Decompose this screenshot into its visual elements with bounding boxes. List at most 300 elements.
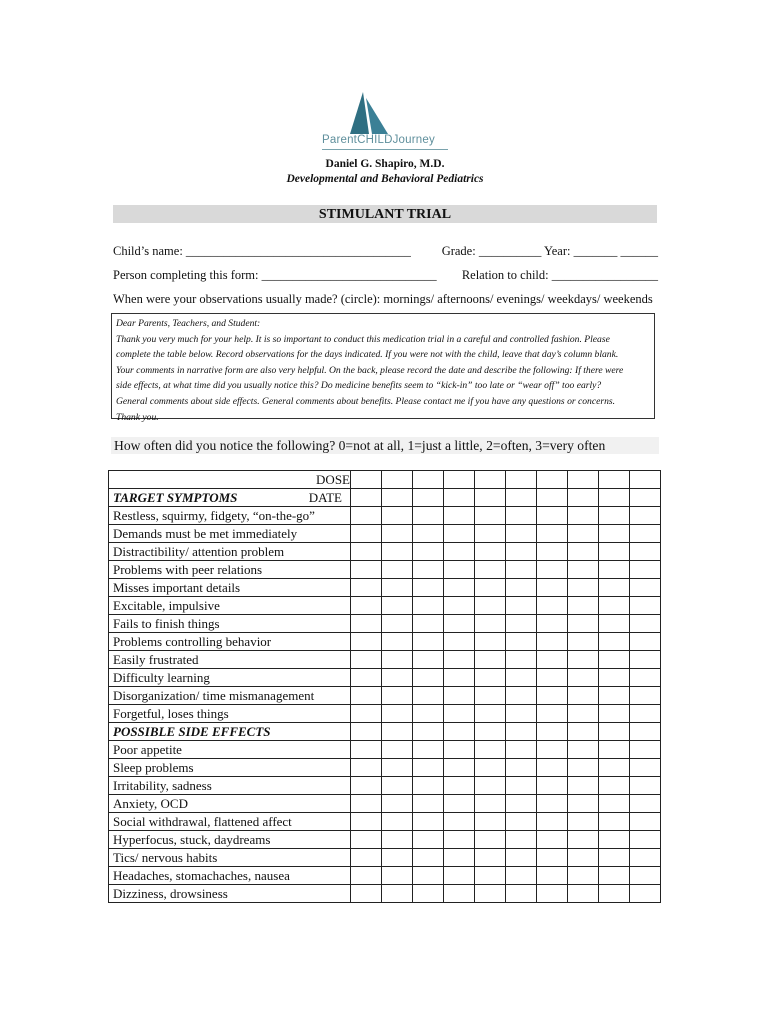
rating-cell[interactable] <box>506 615 537 633</box>
table-row <box>109 561 661 579</box>
logo-underline <box>322 149 448 150</box>
rating-cell[interactable] <box>475 669 506 687</box>
rating-cell[interactable] <box>475 885 506 903</box>
rating-cell[interactable] <box>444 651 475 669</box>
rating-cell[interactable] <box>506 759 537 777</box>
rating-cell[interactable] <box>351 759 382 777</box>
rating-cell[interactable] <box>568 525 599 543</box>
logo-text: ParentCHILDJourney <box>322 134 435 146</box>
rating-cell[interactable] <box>382 759 413 777</box>
note-line: side effects, at what time did you usually notice this? Do medicine benefits seem to “kick-in” too late or “wear off” too early? <box>116 380 602 392</box>
rating-cell[interactable] <box>599 525 630 543</box>
rating-cell[interactable] <box>506 579 537 597</box>
rating-cell[interactable] <box>444 489 475 507</box>
rating-cell[interactable] <box>475 651 506 669</box>
symptom-label: Misses important details <box>109 579 351 597</box>
rating-cell[interactable] <box>351 525 382 543</box>
dose-row <box>109 471 661 489</box>
rating-cell[interactable] <box>413 669 444 687</box>
symptom-label: Demands must be met immediately <box>109 525 351 543</box>
rating-cell[interactable] <box>413 723 444 741</box>
rating-cell[interactable] <box>351 831 382 849</box>
rating-cell[interactable] <box>382 831 413 849</box>
rating-cell[interactable] <box>506 831 537 849</box>
rating-cell[interactable] <box>568 507 599 525</box>
rating-cell[interactable] <box>537 795 568 813</box>
rating-cell[interactable] <box>382 471 413 489</box>
date-label: DATE <box>308 490 342 505</box>
rating-cell[interactable] <box>537 777 568 795</box>
rating-cell[interactable] <box>475 795 506 813</box>
side-effect-label: Sleep problems <box>109 759 351 777</box>
rating-cell[interactable] <box>351 633 382 651</box>
rating-cell[interactable] <box>413 579 444 597</box>
rating-cell[interactable] <box>537 597 568 615</box>
rating-cell[interactable] <box>599 705 630 723</box>
rating-cell[interactable] <box>599 651 630 669</box>
rating-cell[interactable] <box>351 849 382 867</box>
rating-cell[interactable] <box>444 705 475 723</box>
rating-cell[interactable] <box>630 543 661 561</box>
rating-cell[interactable] <box>630 507 661 525</box>
specialty: Developmental and Behavioral Pediatrics <box>286 173 484 185</box>
rating-cell[interactable] <box>537 741 568 759</box>
rating-cell[interactable] <box>506 741 537 759</box>
rating-cell[interactable] <box>537 507 568 525</box>
grade-year-field[interactable]: Grade: __________ Year: _______ ______ <box>441 244 658 258</box>
symptom-label: Forgetful, loses things <box>109 705 351 723</box>
rating-cell[interactable] <box>630 777 661 795</box>
rating-cell[interactable] <box>630 759 661 777</box>
note-line: Thank you. <box>116 411 159 423</box>
rating-cell[interactable] <box>351 687 382 705</box>
rating-cell[interactable] <box>568 831 599 849</box>
rating-cell[interactable] <box>444 507 475 525</box>
rating-cell[interactable] <box>351 741 382 759</box>
rating-cell[interactable] <box>630 597 661 615</box>
rating-cell[interactable] <box>444 633 475 651</box>
rating-cell[interactable] <box>351 489 382 507</box>
rating-cell[interactable] <box>382 651 413 669</box>
rating-cell[interactable] <box>413 597 444 615</box>
rating-cell[interactable] <box>475 615 506 633</box>
rating-cell[interactable] <box>599 669 630 687</box>
rating-cell[interactable] <box>506 525 537 543</box>
rating-cell[interactable] <box>568 723 599 741</box>
rating-cell[interactable] <box>537 633 568 651</box>
rating-cell[interactable] <box>351 885 382 903</box>
rating-cell[interactable] <box>413 813 444 831</box>
rating-cell[interactable] <box>413 525 444 543</box>
rating-cell[interactable] <box>537 831 568 849</box>
table-row <box>109 507 661 525</box>
rating-cell[interactable] <box>351 471 382 489</box>
rating-cell[interactable] <box>568 561 599 579</box>
rating-cell[interactable] <box>568 795 599 813</box>
symptom-table <box>108 470 661 903</box>
side-effect-label: Poor appetite <box>109 741 351 759</box>
table-row <box>109 525 661 543</box>
rating-cell[interactable] <box>537 723 568 741</box>
rating-cell[interactable] <box>537 651 568 669</box>
rating-cell[interactable] <box>568 741 599 759</box>
rating-cell[interactable] <box>568 615 599 633</box>
rating-cell[interactable] <box>475 813 506 831</box>
symptom-label: Disorganization/ time mismanagement <box>109 687 351 705</box>
rating-cell[interactable] <box>506 471 537 489</box>
rating-cell[interactable] <box>630 723 661 741</box>
rating-cell[interactable] <box>413 849 444 867</box>
rating-cell[interactable] <box>351 777 382 795</box>
observations-field[interactable]: When were your observations usually made? (circle): mornings/ afternoons/ evenings/ weekdays/ weekends <box>113 292 653 306</box>
table-row <box>109 759 661 777</box>
rating-cell[interactable] <box>382 849 413 867</box>
rating-cell[interactable] <box>506 597 537 615</box>
rating-cell[interactable] <box>382 507 413 525</box>
rating-cell[interactable] <box>537 579 568 597</box>
rating-cell[interactable] <box>506 543 537 561</box>
rating-cell[interactable] <box>413 633 444 651</box>
rating-cell[interactable] <box>475 777 506 795</box>
rating-cell[interactable] <box>537 705 568 723</box>
rating-cell[interactable] <box>413 831 444 849</box>
rating-cell[interactable] <box>413 651 444 669</box>
side-effect-label: Headaches, stomachaches, nausea <box>109 867 351 885</box>
rating-cell[interactable] <box>568 489 599 507</box>
rating-cell[interactable] <box>506 651 537 669</box>
rating-cell[interactable] <box>351 615 382 633</box>
rating-cell[interactable] <box>382 867 413 885</box>
rating-cell[interactable] <box>444 813 475 831</box>
table-row <box>109 813 661 831</box>
note-line: General comments about side effects. General comments about benefits. Please contact me if you have any questions or concerns. <box>116 395 616 407</box>
rating-cell[interactable] <box>475 687 506 705</box>
rating-cell[interactable] <box>444 543 475 561</box>
side-effect-label: Social withdrawal, flattened affect <box>109 813 351 831</box>
rating-cell[interactable] <box>599 741 630 759</box>
rating-cell[interactable] <box>444 669 475 687</box>
rating-cell[interactable] <box>444 561 475 579</box>
rating-cell[interactable] <box>413 543 444 561</box>
note-line: Your comments in narrative form are also very helpful. On the back, please record the date and describe the following: If there were <box>116 364 624 376</box>
rating-cell[interactable] <box>475 543 506 561</box>
symptom-label: Excitable, impulsive <box>109 597 351 615</box>
rating-cell[interactable] <box>506 777 537 795</box>
symptom-label: Easily frustrated <box>109 651 351 669</box>
rating-cell[interactable] <box>382 723 413 741</box>
rating-cell[interactable] <box>382 669 413 687</box>
table-row <box>109 651 661 669</box>
rating-cell[interactable] <box>599 579 630 597</box>
rating-cell[interactable] <box>444 723 475 741</box>
rating-cell[interactable] <box>506 507 537 525</box>
rating-cell[interactable] <box>444 597 475 615</box>
person-info-row <box>113 268 658 283</box>
rating-cell[interactable] <box>568 705 599 723</box>
rating-cell[interactable] <box>568 849 599 867</box>
rating-cell[interactable] <box>599 471 630 489</box>
rating-cell[interactable] <box>599 489 630 507</box>
rating-cell[interactable] <box>630 633 661 651</box>
rating-cell[interactable] <box>630 831 661 849</box>
rating-cell[interactable] <box>444 759 475 777</box>
table-row <box>109 831 661 849</box>
person-field[interactable]: Person completing this form: ____________________________ <box>113 268 437 282</box>
table-row <box>109 795 661 813</box>
dose-label: DOSE <box>109 471 351 489</box>
table-row <box>109 777 661 795</box>
rating-cell[interactable] <box>568 471 599 489</box>
rating-cell[interactable] <box>630 651 661 669</box>
rating-cell[interactable] <box>444 795 475 813</box>
rating-cell[interactable] <box>630 867 661 885</box>
rating-cell[interactable] <box>537 759 568 777</box>
rating-cell[interactable] <box>537 561 568 579</box>
rating-cell[interactable] <box>382 561 413 579</box>
rating-cell[interactable] <box>630 579 661 597</box>
side-effect-label: Irritability, sadness <box>109 777 351 795</box>
rating-cell[interactable] <box>351 813 382 831</box>
rating-cell[interactable] <box>506 687 537 705</box>
rating-cell[interactable] <box>351 597 382 615</box>
rating-cell[interactable] <box>475 597 506 615</box>
rating-cell[interactable] <box>382 597 413 615</box>
rating-cell[interactable] <box>351 669 382 687</box>
rating-cell[interactable] <box>506 885 537 903</box>
rating-cell[interactable] <box>568 669 599 687</box>
rating-cell[interactable] <box>599 723 630 741</box>
note-line: Thank you very much for your help. It is so important to conduct this medication trial in a careful and controlled fashion. Please <box>116 333 610 345</box>
rating-cell[interactable] <box>413 615 444 633</box>
rating-cell[interactable] <box>599 561 630 579</box>
rating-cell[interactable] <box>630 489 661 507</box>
rating-cell[interactable] <box>475 633 506 651</box>
rating-cell[interactable] <box>475 489 506 507</box>
rating-cell[interactable] <box>630 471 661 489</box>
table-row <box>109 579 661 597</box>
rating-cell[interactable] <box>475 759 506 777</box>
table-row <box>109 597 661 615</box>
table-row <box>109 741 661 759</box>
rating-cell[interactable] <box>630 561 661 579</box>
section-row <box>109 723 661 741</box>
rating-cell[interactable] <box>537 615 568 633</box>
rating-cell[interactable] <box>444 867 475 885</box>
rating-cell[interactable] <box>351 651 382 669</box>
rating-cell[interactable] <box>475 579 506 597</box>
child-name-field[interactable]: Child’s name: ____________________________________ <box>113 244 411 258</box>
symptom-label: Problems controlling behavior <box>109 633 351 651</box>
rating-cell[interactable] <box>444 849 475 867</box>
rating-cell[interactable] <box>568 885 599 903</box>
table-row <box>109 669 661 687</box>
rating-cell[interactable] <box>599 867 630 885</box>
rating-cell[interactable] <box>475 705 506 723</box>
rating-cell[interactable] <box>382 795 413 813</box>
rating-cell[interactable] <box>630 849 661 867</box>
rating-cell[interactable] <box>351 867 382 885</box>
rating-cell[interactable] <box>630 615 661 633</box>
rating-cell[interactable] <box>444 615 475 633</box>
rating-cell[interactable] <box>537 867 568 885</box>
side-effect-label: Dizziness, drowsiness <box>109 885 351 903</box>
rating-cell[interactable] <box>382 687 413 705</box>
rating-cell[interactable] <box>413 795 444 813</box>
rating-cell[interactable] <box>475 831 506 849</box>
rating-cell[interactable] <box>537 669 568 687</box>
rating-cell[interactable] <box>630 741 661 759</box>
side-effect-label: Anxiety, OCD <box>109 795 351 813</box>
rating-cell[interactable] <box>382 885 413 903</box>
rating-cell[interactable] <box>413 867 444 885</box>
rating-cell[interactable] <box>506 813 537 831</box>
rating-cell[interactable] <box>444 579 475 597</box>
rating-cell[interactable] <box>475 525 506 543</box>
rating-cell[interactable] <box>506 705 537 723</box>
rating-cell[interactable] <box>568 813 599 831</box>
rating-cell[interactable] <box>444 525 475 543</box>
rating-cell[interactable] <box>413 561 444 579</box>
rating-cell[interactable] <box>475 471 506 489</box>
rating-cell[interactable] <box>537 543 568 561</box>
rating-cell[interactable] <box>630 795 661 813</box>
rating-cell[interactable] <box>351 795 382 813</box>
rating-cell[interactable] <box>444 687 475 705</box>
symptom-label: Difficulty learning <box>109 669 351 687</box>
rating-cell[interactable] <box>382 777 413 795</box>
target-header-cell <box>109 489 351 507</box>
rating-cell[interactable] <box>506 561 537 579</box>
rating-cell[interactable] <box>444 741 475 759</box>
rating-cell[interactable] <box>413 687 444 705</box>
rating-cell[interactable] <box>630 705 661 723</box>
rating-cell[interactable] <box>382 741 413 759</box>
relation-field[interactable]: Relation to child: _________________ <box>461 268 658 282</box>
rating-cell[interactable] <box>506 489 537 507</box>
date-row <box>109 489 661 507</box>
rating-cell[interactable] <box>568 543 599 561</box>
rating-cell[interactable] <box>475 849 506 867</box>
rating-cell[interactable] <box>413 759 444 777</box>
rating-cell[interactable] <box>599 687 630 705</box>
rating-cell[interactable] <box>599 615 630 633</box>
rating-cell[interactable] <box>351 705 382 723</box>
rating-cell[interactable] <box>630 885 661 903</box>
rating-cell[interactable] <box>568 597 599 615</box>
rating-cell[interactable] <box>537 489 568 507</box>
rating-cell[interactable] <box>599 885 630 903</box>
rating-cell[interactable] <box>599 795 630 813</box>
rating-cell[interactable] <box>630 525 661 543</box>
rating-cell[interactable] <box>599 849 630 867</box>
rating-cell[interactable] <box>568 687 599 705</box>
rating-cell[interactable] <box>537 813 568 831</box>
rating-cell[interactable] <box>351 579 382 597</box>
rating-cell[interactable] <box>382 489 413 507</box>
rating-cell[interactable] <box>568 777 599 795</box>
rating-cell[interactable] <box>382 543 413 561</box>
symptom-label: Fails to finish things <box>109 615 351 633</box>
symptom-label: Distractibility/ attention problem <box>109 543 351 561</box>
side-effect-label: Hyperfocus, stuck, daydreams <box>109 831 351 849</box>
rating-cell[interactable] <box>506 795 537 813</box>
rating-cell[interactable] <box>537 885 568 903</box>
rating-cell[interactable] <box>382 579 413 597</box>
rating-cell[interactable] <box>568 633 599 651</box>
rating-cell[interactable] <box>568 579 599 597</box>
rating-cell[interactable] <box>382 615 413 633</box>
rating-cell[interactable] <box>382 705 413 723</box>
rating-cell[interactable] <box>413 471 444 489</box>
rating-cell[interactable] <box>444 885 475 903</box>
rating-cell[interactable] <box>537 849 568 867</box>
rating-cell[interactable] <box>599 543 630 561</box>
rating-cell[interactable] <box>599 813 630 831</box>
table-row <box>109 687 661 705</box>
rating-cell[interactable] <box>351 507 382 525</box>
rating-cell[interactable] <box>506 849 537 867</box>
rating-cell[interactable] <box>506 867 537 885</box>
table-row <box>109 867 661 885</box>
rating-cell[interactable] <box>413 777 444 795</box>
rating-cell[interactable] <box>413 489 444 507</box>
rating-cell[interactable] <box>537 471 568 489</box>
rating-cell[interactable] <box>475 867 506 885</box>
child-info-row <box>113 244 658 259</box>
rating-cell[interactable] <box>413 507 444 525</box>
rating-cell[interactable] <box>444 777 475 795</box>
rating-cell[interactable] <box>599 633 630 651</box>
rating-cell[interactable] <box>568 651 599 669</box>
rating-cell[interactable] <box>444 471 475 489</box>
rating-cell[interactable] <box>475 507 506 525</box>
rating-cell[interactable] <box>599 777 630 795</box>
rating-cell[interactable] <box>382 525 413 543</box>
instructions-box <box>111 313 655 423</box>
rating-cell[interactable] <box>568 867 599 885</box>
rating-cell[interactable] <box>630 813 661 831</box>
note-line: Dear Parents, Teachers, and Student: <box>116 318 261 329</box>
rating-cell[interactable] <box>630 687 661 705</box>
rating-cell[interactable] <box>351 723 382 741</box>
rating-cell[interactable] <box>382 633 413 651</box>
rating-cell[interactable] <box>599 831 630 849</box>
rating-cell[interactable] <box>351 561 382 579</box>
rating-cell[interactable] <box>537 525 568 543</box>
rating-cell[interactable] <box>599 507 630 525</box>
rating-cell[interactable] <box>413 741 444 759</box>
rating-cell[interactable] <box>599 597 630 615</box>
rating-cell[interactable] <box>382 813 413 831</box>
rating-cell[interactable] <box>444 831 475 849</box>
rating-cell[interactable] <box>351 543 382 561</box>
rating-cell[interactable] <box>506 669 537 687</box>
rating-cell[interactable] <box>568 759 599 777</box>
rating-cell[interactable] <box>475 723 506 741</box>
doctor-name: Daniel G. Shapiro, M.D. <box>325 158 445 170</box>
rating-cell[interactable] <box>506 633 537 651</box>
rating-cell[interactable] <box>475 741 506 759</box>
note-line: complete the table below. Record observations for the days indicated. If you were not with the child, leave that day’s column blank. <box>116 349 619 361</box>
rating-cell[interactable] <box>475 561 506 579</box>
rating-cell[interactable] <box>599 759 630 777</box>
table-row <box>109 615 661 633</box>
rating-cell[interactable] <box>630 669 661 687</box>
rating-cell[interactable] <box>413 885 444 903</box>
rating-cell[interactable] <box>506 723 537 741</box>
rating-cell[interactable] <box>537 687 568 705</box>
rating-cell[interactable] <box>413 705 444 723</box>
